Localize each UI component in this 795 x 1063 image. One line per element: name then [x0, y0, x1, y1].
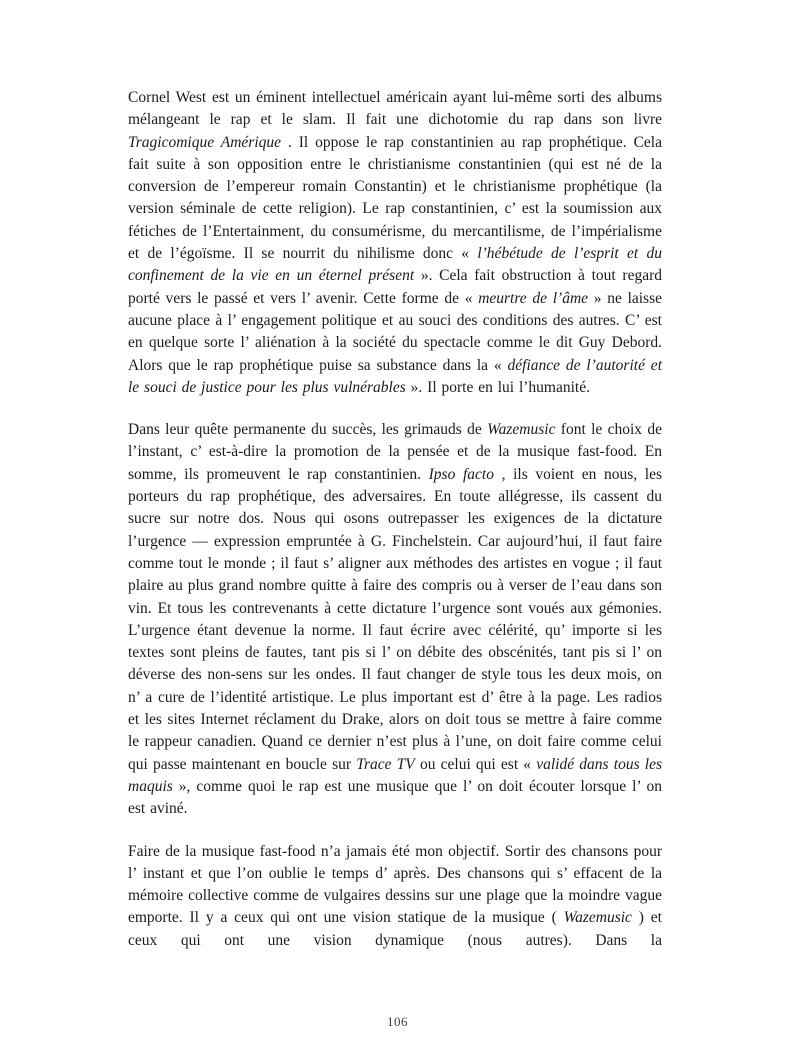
paragraph	[128, 841, 662, 952]
text-run: . Il oppose le rap constantinien au rap prophétique. Cela fait suite à son opposition entre le christianisme constantinien (qui est né de la conversion de l’empereur romain Constantin) et le christianisme prophétique (la version séminale de cette religion). Le rap constantinien, c’ est la soumission aux fétiches de l’Entertainment, du consumérisme, du mercantilisme, de l’impérialisme et de l’égoïsme. Il se nourrit du nihilisme donc «	[128, 133, 662, 263]
text-run: ) et ceux qui ont une vision dynamique (nous autres). Dans la	[128, 909, 662, 949]
italic-text-run: validé dans tous les maquis	[128, 755, 662, 795]
text-run: Cornel West est un éminent intellectuel américain ayant lui-même sorti des albums mélangeant le rap et le slam. Il fait une dichotomie du rap dans son livre	[128, 89, 662, 129]
italic-text-run: Wazemusic	[487, 421, 556, 439]
page-number: 106	[387, 1014, 408, 1029]
text-run: , ils voient en nous, les porteurs du rap prophétique, des adversaires. En toute allégresse, ils cassent du sucre sur notre dos. Nous qui osons outrepasser les exigences de la dictature l’urgence — expression empruntée à G. Finchelstein. Car aujourd’hui, il faut faire comme tout le monde ; il faut s’ aligner aux méthodes des artistes en vogue ; il faut plaire au plus grand nombre quitte à faire des compris ou à verser de l’eau dans son vin. Et tous les contrevenants à cette dictature l’urgence sont voués aux gémonies. L’urgence étant devenue la norme. Il faut écrire avec célérité, qu’ importe si les textes sont pleins de fautes, tant pis si l’ on débite des obscénités, tant pis si l’ on déverse des non-sens sur les ondes. Il faut changer de style tous les deux mois, on n’ a cure de l’identité artistique. Le plus important est d’ être à la page. Les radios et les sites Internet réclament du Drake, alors on doit tous se mettre à faire comme le rappeur canadien. Quand ce dernier n’est plus à l’une, on doit faire comme celui qui passe maintenant en boucle sur	[128, 465, 663, 773]
text-run: font le choix de l’instant, c’ est-à-dire la promotion de la pensée et de la musique fast-food. En somme, ils promeuvent le rap constantinien.	[128, 421, 662, 483]
text-run: ou celui qui est «	[414, 755, 537, 773]
page-text-block	[128, 87, 662, 972]
text-run: ». Il porte en lui l’humanité.	[405, 378, 590, 396]
italic-text-run: l’hébétude de l’esprit et du confinement de la vie en un éternel présent	[128, 245, 662, 285]
italic-text-run: défiance de l’autorité et le souci de justice pour les plus vulnérables	[128, 356, 662, 396]
text-run: ». Cela fait obstruction à tout regard porté vers le passé et vers l’ avenir. Cette forme de «	[128, 267, 662, 307]
text-run: Faire de la musique fast-food n’a jamais été mon objectif. Sortir des chansons pour l’ instant et que l’on oublie le temps d’ après. Des chansons qui s’ effacent de la mémoire collective comme de vulgaires dessins sur une plage que la moindre vague emporte. Il y a ceux qui ont une vision statique de la musique (	[128, 842, 662, 927]
italic-text-run: Wazemusic	[563, 909, 632, 927]
italic-text-run: Ipso facto	[428, 465, 494, 483]
text-run: » ne laisse aucune place à l’ engagement politique et au souci des conditions des autres. C’ est en quelque sorte l’ aliénation à la société du spectacle comme le dit Guy Debord. Alors que le rap prophétique puise sa substance dans la «	[128, 289, 663, 374]
italic-text-run: Trace TV	[356, 755, 415, 773]
text-run: Dans leur quête permanente du succès, les grimauds de	[128, 421, 488, 439]
italic-text-run: meurtre de l’âme	[478, 289, 589, 307]
italic-text-run: Tragicomique Amérique	[128, 133, 282, 151]
text-run: », comme quoi le rap est une musique que l’ on doit écouter lorsque l’ on est aviné.	[128, 777, 662, 818]
paragraph	[128, 419, 662, 820]
paragraph	[128, 87, 662, 399]
